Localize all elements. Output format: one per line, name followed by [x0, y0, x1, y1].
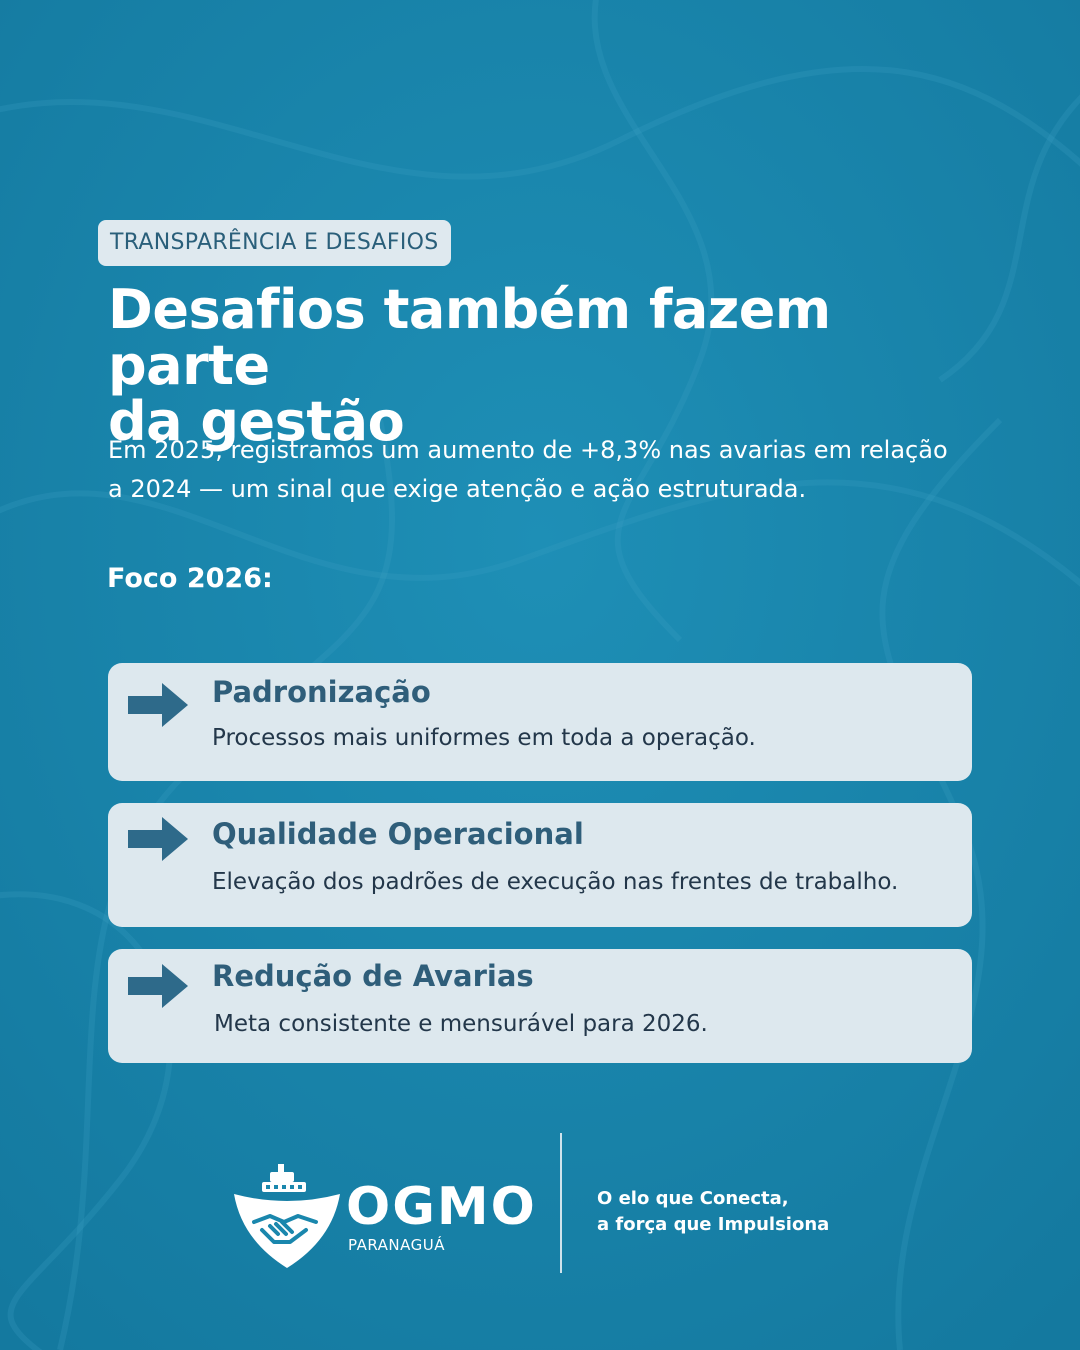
brand-name: OGMO: [346, 1177, 537, 1237]
footer-divider: [560, 1133, 562, 1273]
arrow-right-icon: [128, 683, 190, 727]
arrow-right-icon: [128, 964, 190, 1008]
ogmo-logo-icon: [232, 1160, 342, 1270]
description-line-1: Em 2025, registramos um aumento de +8,3% nas avarias em relação: [108, 436, 948, 464]
slogan-line-2: a força que Impulsiona: [597, 1214, 830, 1235]
title-line-2: da gestão: [108, 390, 405, 453]
description-line-2: a 2024 — um sinal que exige atenção e ação estruturada.: [108, 475, 807, 503]
card-title: Padronização: [212, 675, 431, 709]
page-title: [108, 278, 1008, 453]
card-text: Elevação dos padrões de execução nas frentes de trabalho.: [212, 869, 899, 895]
brand-subtitle: PARANAGUÁ: [348, 1236, 446, 1254]
arrow-right-icon: [128, 817, 190, 861]
slogan: [597, 1186, 917, 1238]
title-line-1: Desafios também fazem parte: [108, 278, 831, 397]
description: [108, 431, 1008, 509]
card-text: Meta consistente e mensurável para 2026.: [214, 1011, 708, 1037]
card-title: Redução de Avarias: [212, 959, 534, 993]
focus-card-qualidade: [108, 803, 972, 927]
focus-label: Foco 2026:: [107, 563, 273, 594]
focus-card-padronizacao: [108, 663, 972, 781]
slogan-line-1: O elo que Conecta,: [597, 1188, 789, 1209]
card-title: Qualidade Operacional: [212, 817, 584, 851]
category-tag: TRANSPARÊNCIA E DESAFIOS: [98, 220, 451, 266]
focus-card-reducao: [108, 949, 972, 1063]
card-text: Processos mais uniformes em toda a operação.: [212, 725, 756, 751]
